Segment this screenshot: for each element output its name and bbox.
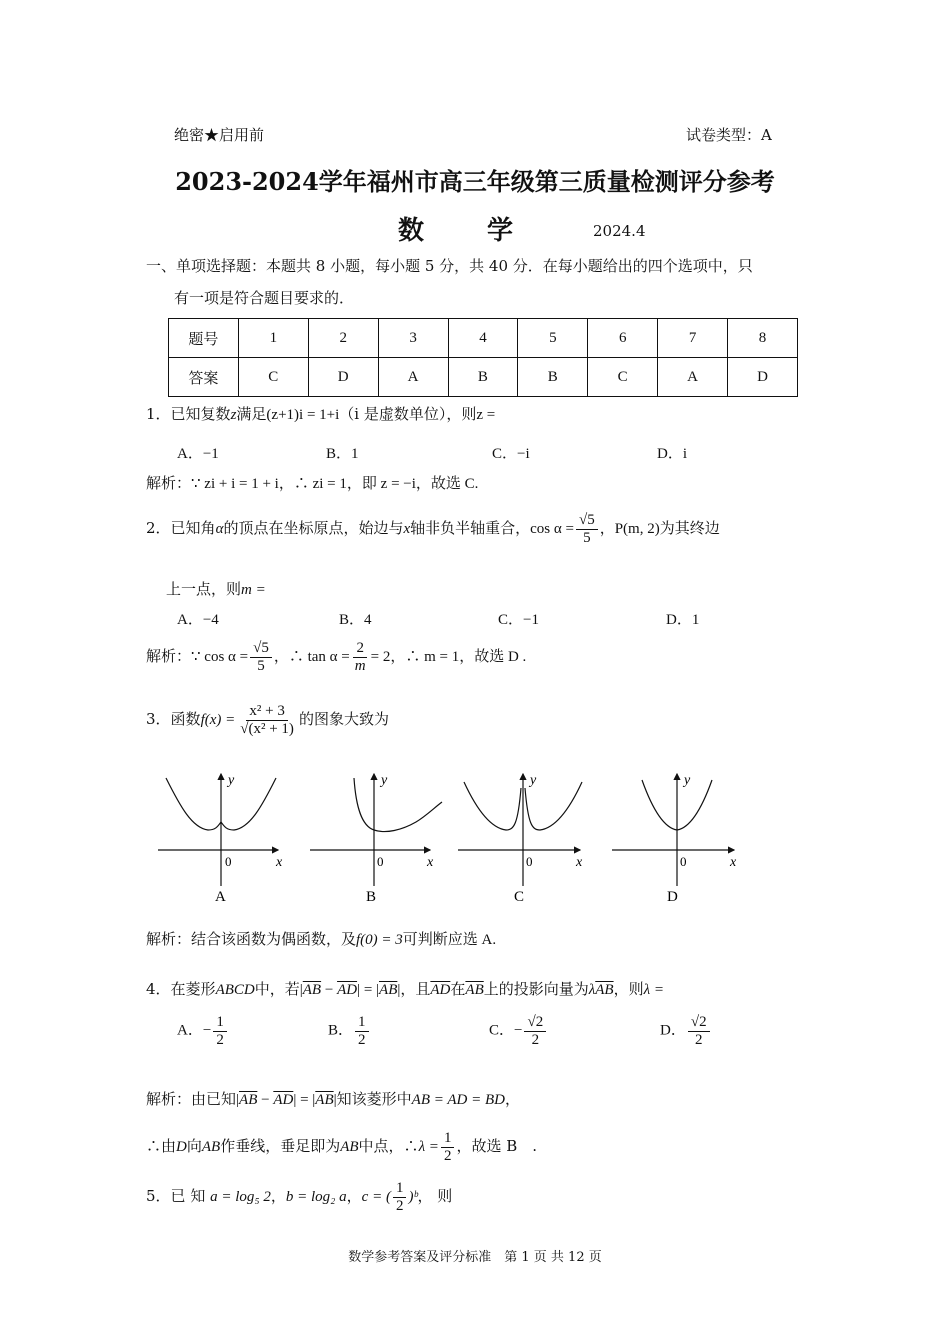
paper-type: 试卷类型：A <box>686 126 772 144</box>
table-cell: A <box>658 358 728 397</box>
curve-left <box>464 782 521 830</box>
fraction: $\frac{√5}{5}$ <box>250 640 272 674</box>
origin-label: 0 <box>377 854 384 869</box>
q2-solution: 解析：∵ cos α = $\frac{√5}{5}$ ，∴ tan α = $\frac{2}{m}$ = 2，∴ m = 1，故选 D . <box>146 640 527 674</box>
table-cell: D <box>728 358 798 397</box>
graph-label: D <box>667 889 678 905</box>
table-cell: C <box>588 358 658 397</box>
q2-option-d: D．1 <box>666 612 700 628</box>
x-axis-label: x <box>427 855 434 870</box>
fraction: $\frac{√2}{2}$ <box>688 1014 710 1048</box>
origin-label: 0 <box>225 854 232 869</box>
fraction: $\frac{1}{2}$ <box>355 1014 369 1048</box>
table-cell: 8 <box>728 319 798 358</box>
section-heading-line2: 有一项是符合题目要求的． <box>174 289 355 307</box>
page-footer: 数学参考答案及评分标准 第 1 页 共 12 页 <box>348 1250 602 1265</box>
table-cell: D <box>308 358 378 397</box>
graph-label: A <box>215 889 226 905</box>
origin-label: 0 <box>526 854 533 869</box>
y-axis-label: y <box>381 773 388 788</box>
question-5: 5．已 知 a = log₅ 2，b = log₂ a，c = ( $\frac{1}{2}$ )ᵇ， 则 <box>146 1180 453 1214</box>
exam-date: 2024.4 <box>593 222 646 240</box>
graph-label: B <box>366 889 377 905</box>
confidential-mark: 绝密★启用前 <box>174 126 265 144</box>
table-row-answers <box>169 358 798 397</box>
q3-solution: 解析：结合该函数为偶函数，及f(0) = 3可判断应选 A. <box>146 930 497 948</box>
fraction: $\frac{1}{2}$ <box>441 1130 455 1164</box>
x-axis-label: x <box>576 855 583 870</box>
fraction: $\frac{\text{x² + 3}}{\text{√(x² + 1)}}$ <box>240 703 294 737</box>
fraction: $\frac{1}{2}$ <box>213 1014 227 1048</box>
q4-option-d: D． $\frac{√2}{2}$ <box>660 1014 712 1048</box>
q1-option-a: A．−1 <box>177 446 219 462</box>
graph-b[interactable] <box>310 773 442 905</box>
table-cell: 2 <box>308 319 378 358</box>
table-header-cell: 答案 <box>169 358 239 397</box>
y-axis-label: y <box>684 773 691 788</box>
fraction: $\frac{1}{2}$ <box>393 1180 407 1214</box>
y-axis-label: y <box>530 773 537 788</box>
q1-option-c: C．−i <box>492 446 530 462</box>
x-axis-label: x <box>730 855 737 870</box>
fraction: $\frac{√2}{2}$ <box>524 1014 546 1048</box>
curve <box>354 778 442 832</box>
table-row-numbers <box>169 319 798 358</box>
section-heading-line1: 一、单项选择题：本题共 8 小题，每小题 5 分，共 40 分．在每小题给出的四个选项中，只 <box>146 257 753 275</box>
question-4: 4．在菱形ABCD中，若$|\overline{AB} - \overline{AD}| = |\overline{AB}|$，且$\overline{AD}$在$\overline{AB}$上的投影向量为$\lambda\overline{AB}$，则λ = <box>146 980 664 998</box>
q4-option-a: A．− $\frac{1}{2}$ <box>177 1014 229 1048</box>
q1-solution: 解析：∵ zi + i = 1 + i，∴ zi = 1，即 z = −i，故选 C. <box>146 474 479 492</box>
table-header-cell: 题号 <box>169 319 239 358</box>
question-2: 2．已知角α的顶点在坐标原点，始边与x轴非负半轴重合，cos α = $\frac{√5}{5}$ ，P(m, 2)为其终边 <box>146 512 720 546</box>
q1-option-b: B．1 <box>326 446 359 462</box>
graph-d[interactable] <box>612 773 737 905</box>
y-axis-label: y <box>228 773 235 788</box>
subject-char-2: 学 <box>487 216 514 246</box>
table-cell: 3 <box>378 319 448 358</box>
q4-solution-line2: ∴由D向AB作垂线，垂足即为AB中点，∴λ = $\frac{1}{2}$ ，故选 B . <box>146 1130 537 1164</box>
fraction: $\frac{2}{m}$ <box>354 640 366 674</box>
q3-graph-options <box>150 768 750 908</box>
origin-label: 0 <box>680 854 687 869</box>
q4-solution-line1: 解析：由已知$|\overline{AB} - \overline{AD}| = |\overline{AB}|$知该菱形中AB = AD = BD， <box>146 1090 520 1108</box>
table-cell: B <box>448 358 518 397</box>
curve-right <box>525 782 582 830</box>
graph-c[interactable] <box>458 773 583 905</box>
table-cell: 7 <box>658 319 728 358</box>
table-cell: 1 <box>238 319 308 358</box>
table-cell: B <box>518 358 588 397</box>
graph-label: C <box>514 889 525 905</box>
table-cell: 5 <box>518 319 588 358</box>
question-3: 3．函数f(x) = $\frac{\text{x² + 3}}{\text{√(x² + 1)}}$ 的图象大致为 <box>146 703 389 737</box>
x-axis-label: x <box>276 855 283 870</box>
q1-option-d: D．i <box>657 446 688 462</box>
graph-a[interactable] <box>158 773 283 905</box>
question-2-line2: 上一点，则m = <box>166 580 266 598</box>
table-cell: A <box>378 358 448 397</box>
q2-option-c: C．−1 <box>498 612 539 628</box>
q4-option-b: B． $\frac{1}{2}$ <box>328 1014 371 1048</box>
q2-option-a: A．−4 <box>177 612 219 628</box>
fraction: $\frac{√5}{5}$ <box>576 512 598 546</box>
table-cell: C <box>238 358 308 397</box>
table-cell: 6 <box>588 319 658 358</box>
subject-char-1: 数 <box>398 216 425 246</box>
page-title: 2023-2024学年福州市高三年级第三质量检测评分参考 <box>175 167 775 196</box>
q4-option-c: C．− $\frac{√2}{2}$ <box>489 1014 548 1048</box>
answer-table <box>168 318 798 397</box>
table-cell: 4 <box>448 319 518 358</box>
q2-option-b: B．4 <box>339 612 372 628</box>
question-1: 1．已知复数z满足(z+1)i = 1+i（i 是虚数单位），则z = <box>146 405 496 423</box>
